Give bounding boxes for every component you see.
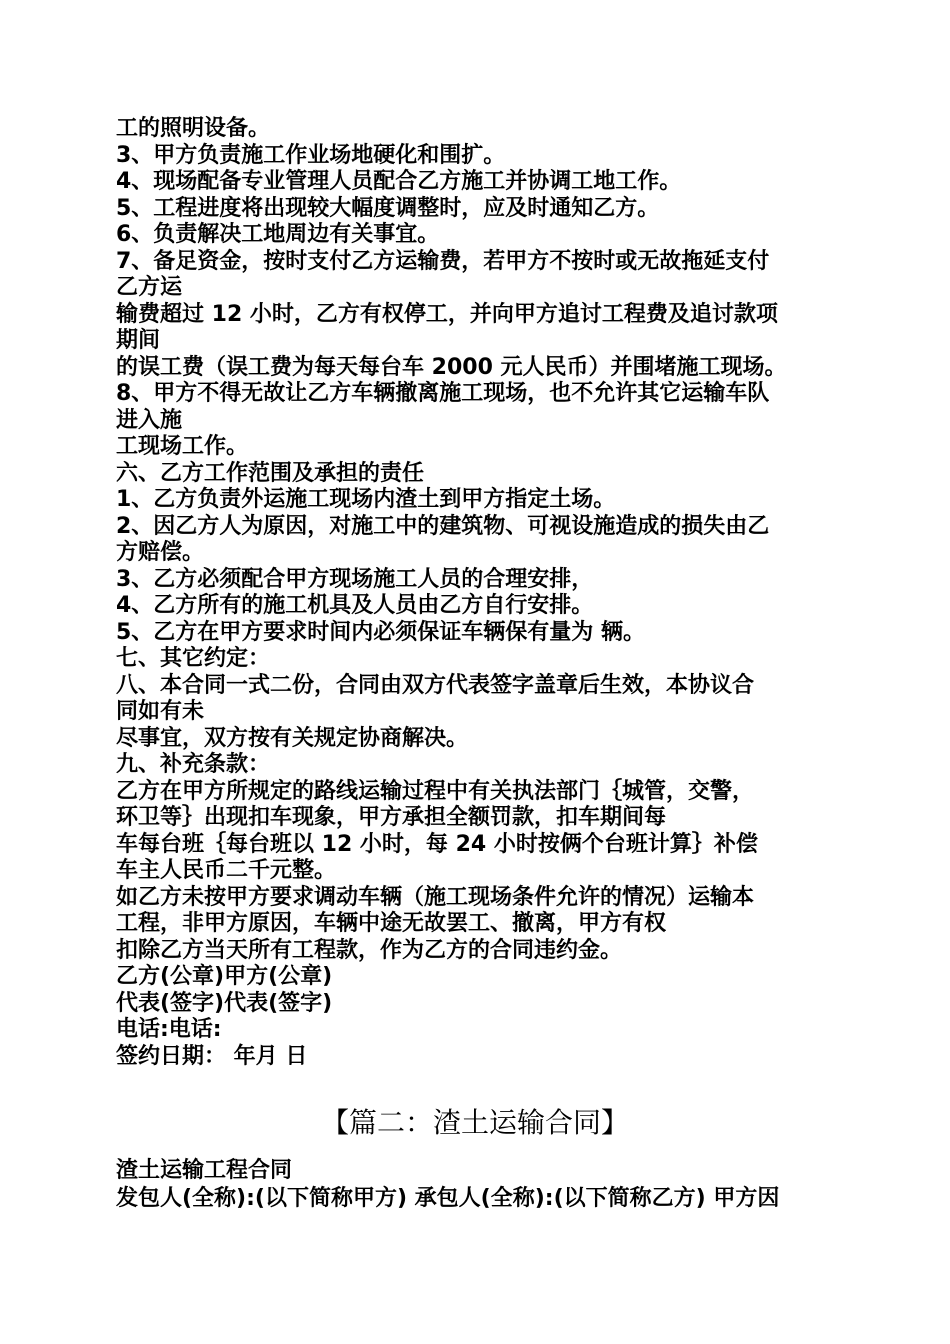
text-line: 签约日期： 年月 日: [116, 1043, 308, 1069]
text-line: 工的照明设备。: [116, 116, 271, 141]
text-line: 扣除乙方当天所有工程款，作为乙方的合同违约金。: [116, 937, 623, 963]
text-line: 期间: [116, 328, 161, 353]
text-line: 5、乙方在甲方要求时间内必须保证车辆保有量为 辆。: [116, 619, 645, 645]
text-line: 八、本合同一式二份，合同由双方代表签字盖章后生效，本协议合: [116, 672, 755, 698]
text-line: 进入施: [116, 407, 183, 433]
text-line: 代表(签字)代表(签字): [116, 990, 333, 1016]
text-line: 6、负责解决工地周边有关事宜。: [116, 222, 440, 247]
text-line: 输费超过 12 小时，乙方有权停工，并向甲方追讨工程费及追讨款项: [116, 301, 778, 327]
text-line: 车每台班｛每台班以 12 小时，每 24 小时按俩个台班计算｝补偿: [116, 831, 758, 857]
text-line: 工程，非甲方原因，车辆中途无故罢工、撤离，甲方有权: [116, 911, 667, 936]
text-line: 2、因乙方人为原因，对施工中的建筑物、可视设施造成的损失由乙: [116, 513, 770, 539]
text-line: 的误工费（误工费为每天每台车 2000 元人民币）并围堵施工现场。: [116, 354, 787, 380]
text-line: 3、乙方必须配合甲方现场施工人员的合理安排，: [116, 566, 594, 592]
text-line: 尽事宜，双方按有关规定协商解决。: [116, 725, 469, 751]
text-line: 5、工程进度将出现较大幅度调整时，应及时通知乙方。: [116, 195, 660, 221]
text-line: 4、乙方所有的施工机具及人员由乙方自行安排。: [116, 593, 594, 618]
text-line: 乙方在甲方所规定的路线运输过程中有关执法部门｛城管，交警，: [116, 778, 755, 804]
text-line: 环卫等｝出现扣车现象，甲方承担全额罚款，扣车期间每: [116, 805, 667, 830]
text-line: 工现场工作。: [116, 434, 249, 459]
text-line: 4、现场配备专业管理人员配合乙方施工并协调工地工作。: [116, 169, 682, 194]
section-heading: 【篇二：渣土运输合同】: [320, 1106, 629, 1139]
text-line: 8、甲方不得无故让乙方车辆撤离施工现场，也不允许其它运输车队: [116, 381, 770, 406]
text-line: 1、乙方负责外运施工现场内渣土到甲方指定土场。: [116, 487, 616, 512]
text-line: 发包人(全称):(以下简称甲方) 承包人(全称):(以下简称乙方) 甲方因: [116, 1186, 780, 1211]
text-line: 同如有未: [116, 699, 205, 724]
text-line: 六、乙方工作范围及承担的责任: [116, 460, 425, 486]
text-line: 如乙方未按甲方要求调动车辆（施工现场条件允许的情况）运输本: [116, 884, 755, 910]
text-line: 电话:电话:: [116, 1017, 222, 1042]
text-line: 九、补充条款：: [116, 752, 271, 777]
text-line: 方赔偿。: [116, 540, 205, 565]
text-line: 七、其它约定：: [116, 646, 271, 671]
text-line: 乙方(公章)甲方(公章): [116, 964, 333, 989]
text-line: 渣土运输工程合同: [116, 1158, 293, 1183]
text-line: 乙方运: [116, 275, 183, 300]
text-line: 7、备足资金，按时支付乙方运输费，若甲方不按时或无故拖延支付: [116, 248, 770, 274]
text-line: 3、甲方负责施工作业场地硬化和围扩。: [116, 142, 506, 168]
text-line: 车主人民币二千元整。: [116, 858, 337, 883]
